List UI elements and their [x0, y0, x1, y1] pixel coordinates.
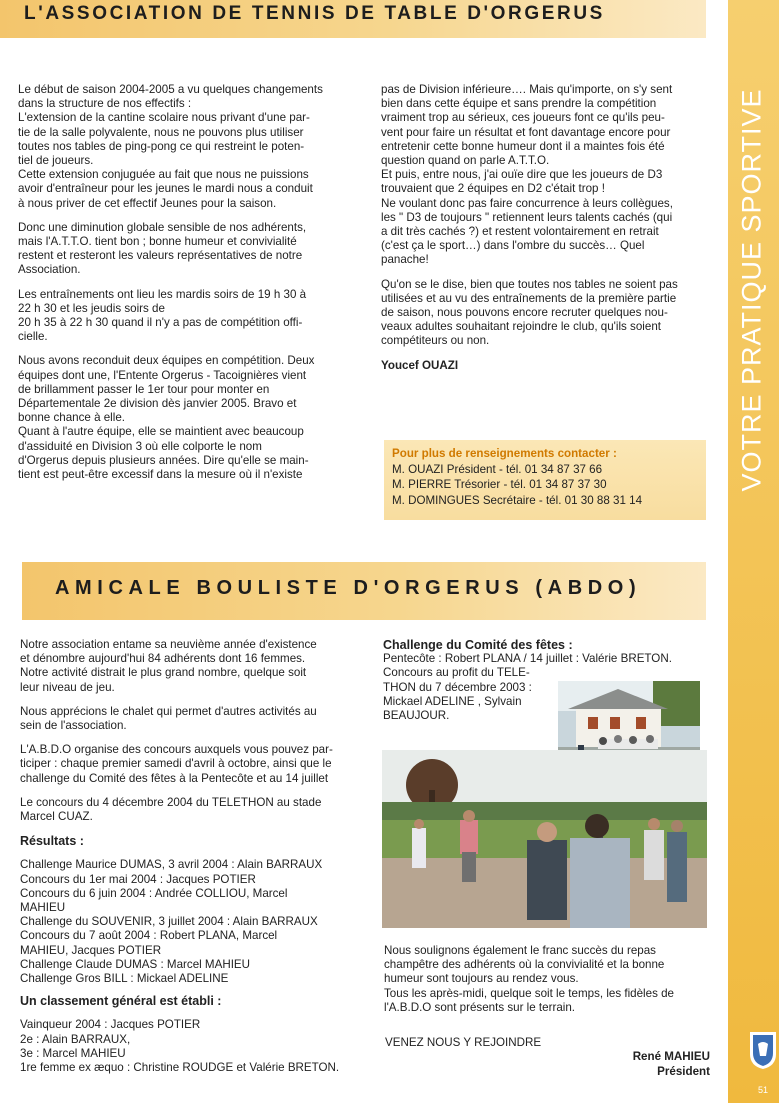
paragraph: Nous soulignons également le franc succès du repas champêtre des adhérents où la convivialité et la bonne humeur sont toujours au rendez vous. Tous les après-midi, quelque soit le temps, les fidèles de l'A.B.D.O sont présents sur le terrain. — [384, 944, 674, 1014]
paragraph: Le concours du 4 décembre 2004 du TELETHON au stade Marcel CUAZ. — [20, 795, 322, 824]
paragraph: Qu'on se le dise, bien que toutes nos tables ne soient pas utilisées et au vu des entraînements de la première partie de saison, nous pouvons encore recruter quelques nou- veaux adultes souhaitant rejoindre le club, qu'ils soient compétiteurs ou non. — [381, 277, 678, 348]
paragraph: Nous apprécions le chalet qui permet d'autres activités au sein de l'association. — [20, 704, 317, 733]
paragraph: Nous avons reconduit deux équipes en compétition. Deux équipes dont une, l'Entente Orgerus - Tacoignières vient de brillamment passer le 1er tour pour monter en Départementale 2e division dès janvier 2005. Bravo et bonne chance à elle. Quant à l'autre équipe, elle se maintient avec beaucoup d'assiduité en Division 3 où elle colporte le nom d'Orgerus depuis plusieurs années. Dire qu'elle se main- tient est peut-être excessif dans la mesure où il n'existe — [18, 354, 315, 482]
ranking-heading: Un classement général est établi : — [20, 994, 222, 1009]
result-item: Challenge Maurice DUMAS, 3 avril 2004 : Alain BARRAUX — [20, 858, 323, 872]
section1-title: L'ASSOCIATION DE TENNIS DE TABLE D'ORGERUS — [24, 3, 605, 24]
challenge-text: Pentecôte : Robert PLANA / 14 juillet : Valérie BRETON. — [383, 652, 672, 666]
telethon-line: THON du 7 décembre 2003 : — [383, 680, 532, 694]
result-item: Challenge Claude DUMAS : Marcel MAHIEU — [20, 957, 251, 971]
petanque-players-photo — [382, 750, 707, 928]
result-item: Concours du 1er mai 2004 : Jacques POTIER — [20, 872, 256, 886]
results-list — [20, 858, 344, 986]
ranking-item: 2e : Alain BARRAUX, — [20, 1032, 131, 1046]
signature-role: Président — [657, 1064, 710, 1078]
section2-signature — [560, 1050, 710, 1079]
section2-closing — [384, 944, 709, 1025]
section1-column-left — [18, 83, 342, 482]
paragraph: Les entraînements ont lieu les mardis soirs de 19 h 30 à 22 h 30 et les jeudis soirs de 20 h 35 à 22 h 30 quand il n'y a pas de compétition offi- cielle. — [18, 287, 307, 344]
section1-column-right — [381, 83, 706, 383]
result-item: MAHIEU, Jacques POTIER — [20, 943, 162, 957]
results-heading: Résultats : — [20, 834, 84, 849]
ranking-item: Vainqueur 2004 : Jacques POTIER — [20, 1018, 201, 1032]
contact-line: M. PIERRE Trésorier - tél. 01 34 87 37 30 — [392, 478, 607, 491]
paragraph: Le début de saison 2004-2005 a vu quelques changements dans la structure de nos effectifs : L'extension de la cantine scolaire nous privant d'une par- tie de la salle polyvalente, nous ne pouvons plus utiliser toutes nos tables de ping-pong ce qui restreint le poten- tiel de joueurs. Cette extension conjuguée au fait que nous ne puissions avoir d'entraîneur pour les jeunes le mardi nous a conduit à nous priver de cet effectif Jeunes pour la saison. — [18, 83, 323, 210]
result-item: Challenge du SOUVENIR, 3 juillet 2004 : Alain BARRAUX — [20, 915, 318, 929]
paragraph: pas de Division inférieure…. Mais qu'importe, on s'y sent bien dans cette équipe et sans prendre la compétition vraiment trop au sérieux, ces joueurs font ce qu'ils peu- vent pour faire un résultat et font davantage encore pour entretenir cette bonne humeur dont il a maintes fois été question quand on parle A.T.T.O. Et puis, entre nous, j'ai ouïe dire que les joueurs de D3 trouvaient que 2 équipes en D2 c'était trop ! Ne voulant donc pas faire concurrence à leurs collègues, les " D3 de toujours " retiennent leurs talents cachés (qui a dit très cachés ?) et restent volontairement en retrait (c'est ça le sport…) dans l'ombre du succès… Quel panache! — [381, 83, 673, 267]
sidebar-title: VOTRE PRATIQUE SPORTIVE — [736, 88, 767, 492]
contact-line: M. DOMINGUES Secrétaire - tél. 01 30 88 31 14 — [392, 493, 643, 507]
ranking-item: 3e : Marcel MAHIEU — [20, 1046, 126, 1060]
call-to-action: VENEZ NOUS Y REJOINDRE — [385, 1036, 542, 1049]
signature: Youcef OUAZI — [381, 358, 459, 372]
telethon-line: Mickael ADELINE , Sylvain — [383, 694, 522, 708]
result-item: Concours du 6 juin 2004 : Andrée COLLIOU, Marcel — [20, 886, 288, 900]
section2-column-left — [20, 638, 344, 1075]
signature-name: René MAHIEU — [632, 1050, 710, 1063]
result-item: Challenge Gros BILL : Mickael ADELINE — [20, 972, 229, 986]
result-item: MAHIEU — [20, 901, 66, 915]
contact-line: M. OUAZI Président - tél. 01 34 87 37 66 — [392, 462, 603, 476]
paragraph: Notre association entame sa neuvième année d'existence et dénombre aujourd'hui 84 adhérents dont 16 femmes. Notre activité distrait le plus grand nombre, quelque soit leur niveau de jeu. — [20, 638, 317, 694]
contact-box — [384, 440, 706, 520]
town-crest-icon — [748, 1030, 778, 1070]
paragraph: L'A.B.D.O organise des concours auxquels vous pouvez par- ticiper : chaque premier samedi d'avril à octobre, ainsi que le challenge du Comité des fêtes à la Pentecôte et au 14 juillet — [20, 743, 333, 785]
ranking-item: 1re femme ex æquo : Christine ROUDGE et Valérie BRETON. — [20, 1061, 340, 1075]
page-number: 51 — [757, 1085, 768, 1095]
ranking-list — [20, 1018, 344, 1075]
telethon-line: BEAUJOUR. — [383, 709, 450, 723]
challenge-heading: Challenge du Comité des fêtes : — [383, 638, 573, 652]
result-item: Concours du 7 août 2004 : Robert PLANA, Marcel — [20, 929, 278, 943]
telethon-line: Concours au profit du TELE- — [383, 666, 530, 680]
section2-title: AMICALE BOULISTE D'ORGERUS (ABDO) — [55, 577, 642, 599]
paragraph: Donc une diminution globale sensible de nos adhérents, mais l'A.T.T.O. tient bon ; bonne humeur et convivialité restent et resteront les valeurs représentatives de notre Association. — [18, 220, 307, 277]
contact-header: Pour plus de renseignements contacter : — [392, 447, 617, 460]
telethon-text — [383, 666, 553, 723]
